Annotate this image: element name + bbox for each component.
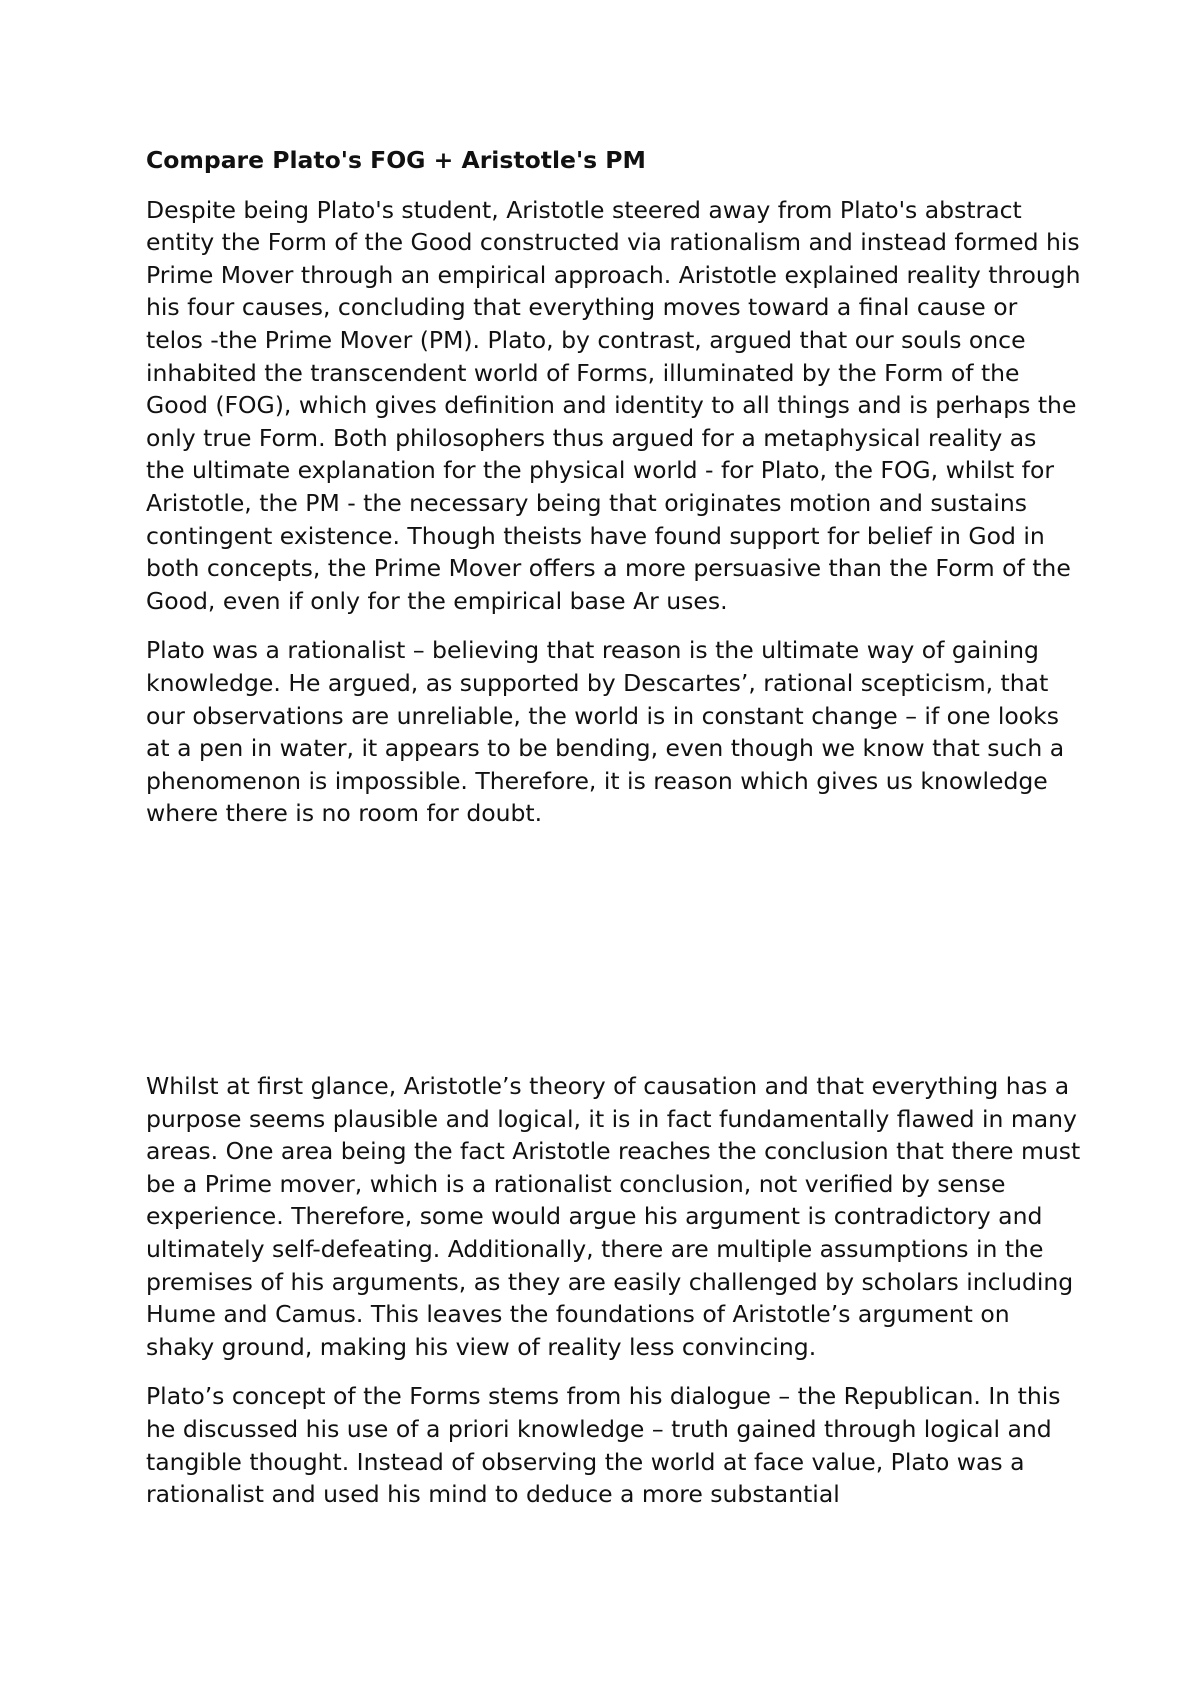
intro-paragraph: Despite being Plato's student, Aristotle steered away from Plato's abstract entity the Form of the Good constructed via rationalism and instead formed his Prime Mover through an empirical approach. Aristotle explained reality through his four causes, concluding that everything moves toward a final cause or telos -the Prime Mover (PM). Plato, by contrast, argued that our souls once inhabited the transcendent world of Forms, illuminated by the Form of the Good (FOG), which gives definition and identity to all things and is perhaps the only true Form. Both philosophers thus argued for a metaphysical reality as the ultimate explanation for the physical world - for Plato, the FOG, whilst for Aristotle, the PM - the necessary being that originates motion and sustains contingent existence. Though theists have found support for belief in God in both concepts, the Prime Mover offers a more persuasive than the Form of the Good, even if only for the empirical base Ar uses. [146,195,1081,615]
plato-rationalism-paragraph: Plato was a rationalist – believing that reason is the ultimate way of gaining knowledge. He argued, as supported by Descartes’, rational scepticism, that our observations are unreliable, the world is in constant change – if one looks at a pen in water, it appears to be bending, even though we know that such a phenomenon is impossible. Therefore, it is reason which gives us knowledge where there is no room for doubt. [146,636,1065,828]
essay-upper-section [146,144,1081,847]
page-title: Compare Plato's FOG + Aristotle's PM [146,146,646,174]
plato-forms-paragraph: Plato’s concept of the Forms stems from his dialogue – the Republican. In this he discussed his use of a priori knowledge – truth gained through logical and tangible thought. Instead of observing the world at face value, Plato was a rationalist and used his mind to deduce a more substantial [146,1382,1061,1509]
essay-lower-section [146,1070,1081,1528]
aristotle-critique-paragraph: Whilst at first glance, Aristotle’s theory of causation and that everything has a purpose seems plausible and logical, it is in fact fundamentally flawed in many areas. One area being the fact Aristotle reaches the conclusion that there must be a Prime mover, which is a rationalist conclusion, not verified by sense experience. Therefore, some would argue his argument is contradictory and ultimately self-defeating. Additionally, there are multiple assumptions in the premises of his arguments, as they are easily challenged by scholars including Hume and Camus. This leaves the foundations of Aristotle’s argument on shaky ground, making his view of reality less convincing. [146,1072,1081,1361]
